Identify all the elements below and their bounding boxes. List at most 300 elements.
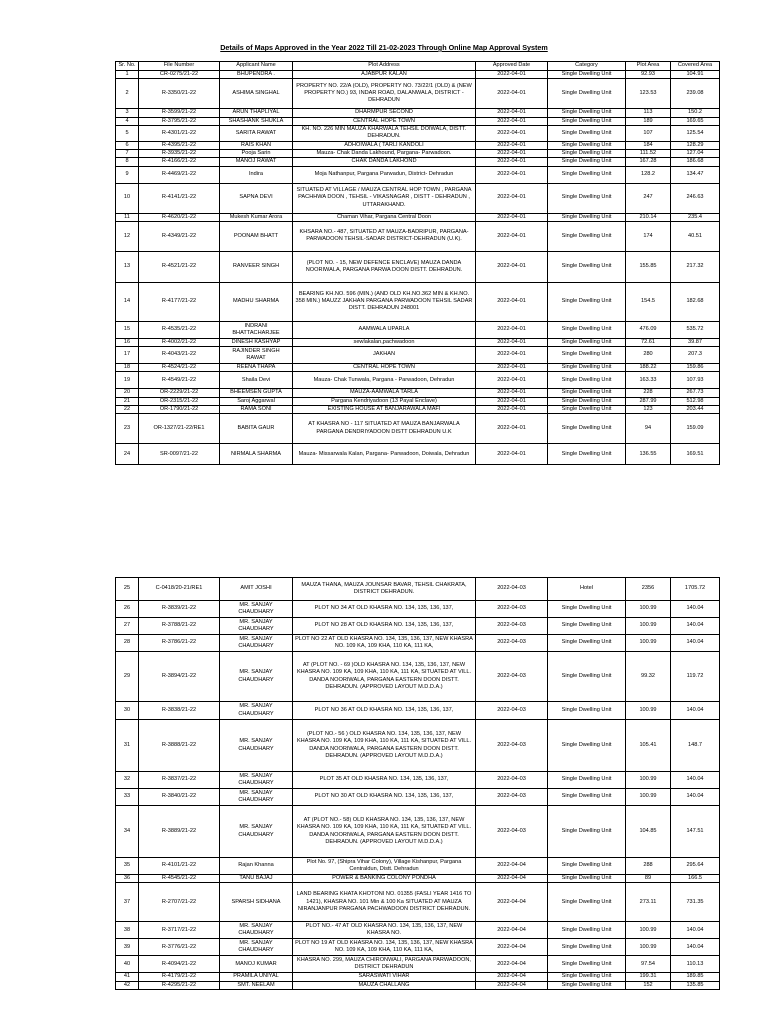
cell-plot-area: 210.14 xyxy=(626,213,671,221)
cell-category: Single Dwelling Unit xyxy=(548,141,626,149)
table-body-part-2 xyxy=(116,578,720,990)
cell-plot-address: ADHOIWALA ( TARLI KANDOLI xyxy=(293,141,476,149)
cell-plot-address: MAUZA-AAMWALA TARLA xyxy=(293,389,476,397)
cell-plot-address: PROPERTY NO. 22/A (OLD), PROPERTY NO. 73/22/1 (OLD) & (NEW PROPERTY NO.) 93, INDAR ROAD, DALANWALA, DISTRICT - DEHRADUN xyxy=(293,79,476,109)
cell-approved-date: 2022-04-01 xyxy=(476,321,548,338)
cell-approved-date: 2022-04-01 xyxy=(476,221,548,251)
table-row xyxy=(116,973,720,981)
cell-plot-area: 167.28 xyxy=(626,158,671,166)
cell-plot-area: 100.99 xyxy=(626,922,671,939)
cell-category: Single Dwelling Unit xyxy=(548,321,626,338)
cell-plot-address: Moja Nathanpur, Pargana Parwadun, District- Dehradun xyxy=(293,166,476,183)
cell-file-number: R-3888/21-22 xyxy=(139,720,220,772)
cell-approved-date: 2022-04-01 xyxy=(476,282,548,321)
table-row xyxy=(116,922,720,939)
cell-plot-address: AT (PLOT NO.- 58) OLD KHASRA NO. 134, 135, 136, 137, NEW KHASRA NO. 109 KA, 109 KHA, 110 KA, 111 KA, SITUATED AT VILL. DANDA NOORIWALA, PARGANA EASTERN DOON DISTT. DEHRADUN. (APPROVED LAYOUT M.D.D.A.) xyxy=(293,806,476,858)
cell-plot-address: KHSARA NO.- 487, SITUATED AT MAUZA-BADRIPUR, PARGANA-PARWADOON TEHSIL-SADAR DISTRICT-DEHRADUN (U.K). xyxy=(293,221,476,251)
cell-approved-date: 2022-04-01 xyxy=(476,117,548,125)
cell-plot-address: BEARING KH.NO. 596 (MIN.) (AND OLD KH.NO.362 MIN & KH.NO. 358 MIN.) MAUZZ JAKHAN PARGANA PARWADOON TEHSIL SADAR DISTT. DEHRADUN 248001 xyxy=(293,282,476,321)
cell-plot-area: 287.99 xyxy=(626,397,671,405)
cell-plot-address: PLOT NO 34 AT OLD KHASRA NO. 134, 135, 136, 137, xyxy=(293,601,476,618)
table-row xyxy=(116,720,720,772)
cell-category: Single Dwelling Unit xyxy=(548,702,626,720)
cell-category: Single Dwelling Unit xyxy=(548,414,626,444)
cell-category: Single Dwelling Unit xyxy=(548,444,626,465)
cell-category: Single Dwelling Unit xyxy=(548,158,626,166)
cell-covered-area: 40.51 xyxy=(671,221,720,251)
cell-applicant-name: MR. SANJAY CHAUDHARY xyxy=(220,635,293,652)
cell-sr-no: 7 xyxy=(116,150,139,158)
cell-category: Single Dwelling Unit xyxy=(548,772,626,789)
table-row xyxy=(116,389,720,397)
cell-sr-no: 10 xyxy=(116,183,139,213)
table-row xyxy=(116,364,720,372)
cell-covered-area: 127.04 xyxy=(671,150,720,158)
cell-approved-date: 2022-04-01 xyxy=(476,338,548,346)
cell-file-number: R-3889/21-22 xyxy=(139,806,220,858)
cell-file-number: R-4545/21-22 xyxy=(139,875,220,883)
cell-file-number: R-3839/21-22 xyxy=(139,601,220,618)
cell-sr-no: 34 xyxy=(116,806,139,858)
cell-sr-no: 29 xyxy=(116,652,139,702)
cell-plot-area: 2356 xyxy=(626,578,671,601)
cell-covered-area: 134.47 xyxy=(671,166,720,183)
cell-sr-no: 31 xyxy=(116,720,139,772)
cell-covered-area: 110.13 xyxy=(671,956,720,973)
cell-category: Single Dwelling Unit xyxy=(548,251,626,282)
cell-applicant-name: RAJINDER SINGH RAWAT xyxy=(220,347,293,364)
cell-file-number: R-4620/21-22 xyxy=(139,213,220,221)
cell-approved-date: 2022-04-04 xyxy=(476,858,548,875)
cell-file-number: R-4179/21-22 xyxy=(139,973,220,981)
cell-sr-no: 2 xyxy=(116,79,139,109)
table-row xyxy=(116,883,720,922)
cell-approved-date: 2022-04-01 xyxy=(476,141,548,149)
cell-sr-no: 33 xyxy=(116,789,139,806)
header-category: Category xyxy=(548,62,626,71)
cell-file-number: R-4535/21-22 xyxy=(139,321,220,338)
cell-sr-no: 32 xyxy=(116,772,139,789)
cell-plot-address: Pargana Kendriyadoon (13 Payal Enclave) xyxy=(293,397,476,405)
table-row xyxy=(116,117,720,125)
cell-category: Single Dwelling Unit xyxy=(548,858,626,875)
table-row xyxy=(116,79,720,109)
cell-covered-area: 125.54 xyxy=(671,125,720,141)
cell-sr-no: 26 xyxy=(116,601,139,618)
cell-sr-no: 12 xyxy=(116,221,139,251)
cell-plot-address: Mauza- Missarwala Kalan, Pargana- Parwadoon, Doiwala, Dehradun xyxy=(293,444,476,465)
cell-plot-area: 154.5 xyxy=(626,282,671,321)
cell-category: Single Dwelling Unit xyxy=(548,166,626,183)
cell-approved-date: 2022-04-01 xyxy=(476,444,548,465)
cell-category: Single Dwelling Unit xyxy=(548,372,626,389)
cell-category: Single Dwelling Unit xyxy=(548,806,626,858)
cell-approved-date: 2022-04-01 xyxy=(476,71,548,79)
cell-covered-area: 147.51 xyxy=(671,806,720,858)
cell-plot-area: 152 xyxy=(626,981,671,989)
cell-plot-area: 100.99 xyxy=(626,939,671,956)
cell-covered-area: 159.86 xyxy=(671,364,720,372)
cell-covered-area: 148.7 xyxy=(671,720,720,772)
cell-plot-area: 189 xyxy=(626,117,671,125)
table-row xyxy=(116,125,720,141)
cell-sr-no: 16 xyxy=(116,338,139,346)
table-row xyxy=(116,444,720,465)
cell-plot-address: SARASWATI VIHAR xyxy=(293,973,476,981)
cell-approved-date: 2022-04-04 xyxy=(476,981,548,989)
cell-applicant-name: MR. SANJAY CHAUDHARY xyxy=(220,652,293,702)
table-row xyxy=(116,806,720,858)
cell-plot-address: PLOT NO.- 47 AT OLD KHASRA NO. 134, 135, 136, 137, NEW KHASRA NO. xyxy=(293,922,476,939)
cell-plot-area: 72.61 xyxy=(626,338,671,346)
cell-category: Single Dwelling Unit xyxy=(548,618,626,635)
cell-applicant-name: MADHU SHARMA xyxy=(220,282,293,321)
cell-sr-no: 17 xyxy=(116,347,139,364)
cell-plot-area: 155.85 xyxy=(626,251,671,282)
table-row xyxy=(116,397,720,405)
cell-covered-area: 140.04 xyxy=(671,939,720,956)
cell-covered-area: 535.72 xyxy=(671,321,720,338)
cell-category: Single Dwelling Unit xyxy=(548,125,626,141)
table-row xyxy=(116,158,720,166)
cell-plot-address: KHASRA NO. 299, MAUZA CHIRONWALI, PARGANA PARWADOON, DISTRICT DEHRADUN xyxy=(293,956,476,973)
cell-file-number: R-3894/21-22 xyxy=(139,652,220,702)
cell-plot-address: POWER & BANKING COLONY PONDHA xyxy=(293,875,476,883)
cell-category: Single Dwelling Unit xyxy=(548,117,626,125)
cell-plot-area: 273.11 xyxy=(626,883,671,922)
cell-approved-date: 2022-04-01 xyxy=(476,213,548,221)
cell-covered-area: 140.04 xyxy=(671,618,720,635)
cell-category: Single Dwelling Unit xyxy=(548,79,626,109)
cell-plot-area: 128.2 xyxy=(626,166,671,183)
cell-category: Single Dwelling Unit xyxy=(548,71,626,79)
cell-category: Single Dwelling Unit xyxy=(548,405,626,413)
table-row xyxy=(116,772,720,789)
cell-approved-date: 2022-04-04 xyxy=(476,939,548,956)
cell-plot-area: 280 xyxy=(626,347,671,364)
table-row xyxy=(116,166,720,183)
cell-applicant-name: MR. SANJAY CHAUDHARY xyxy=(220,601,293,618)
cell-plot-area: 100.99 xyxy=(626,772,671,789)
header-plot-area: Plot Area xyxy=(626,62,671,71)
table-row xyxy=(116,251,720,282)
cell-sr-no: 41 xyxy=(116,973,139,981)
cell-category: Single Dwelling Unit xyxy=(548,981,626,989)
cell-sr-no: 6 xyxy=(116,141,139,149)
cell-plot-area: 228 xyxy=(626,389,671,397)
cell-file-number: R-4177/21-22 xyxy=(139,282,220,321)
cell-approved-date: 2022-04-01 xyxy=(476,150,548,158)
cell-sr-no: 42 xyxy=(116,981,139,989)
cell-approved-date: 2022-04-01 xyxy=(476,414,548,444)
cell-applicant-name: MR. SANJAY CHAUDHARY xyxy=(220,922,293,939)
cell-plot-address: PLOT 35 AT OLD KHASRA NO. 134, 135, 136, 137, xyxy=(293,772,476,789)
cell-plot-area: 184 xyxy=(626,141,671,149)
cell-covered-area: 235.4 xyxy=(671,213,720,221)
cell-approved-date: 2022-04-04 xyxy=(476,883,548,922)
cell-applicant-name: MR. SANJAY CHAUDHARY xyxy=(220,939,293,956)
cell-covered-area: 207.3 xyxy=(671,347,720,364)
cell-applicant-name: PRAMILA UNIYAL xyxy=(220,973,293,981)
cell-plot-address: MAUZA THANA, MAUZA JOUNSAR BAVAR, TEHSIL CHAKRATA, DISTRICT DEHRADUN. xyxy=(293,578,476,601)
cell-plot-address: LAND BEARING KHATA KHOTONI NO. 01355 (FASLI YEAR 1416 TO 1421), KHASRA NO. 101 Min & 100 Ka SITUATED AT MAUZA NIRANJANPUR PARGANA PACHWADOON DISTRICT DEHRADUN. xyxy=(293,883,476,922)
cell-covered-area: 39.87 xyxy=(671,338,720,346)
cell-covered-area: 189.85 xyxy=(671,973,720,981)
table-row xyxy=(116,858,720,875)
cell-sr-no: 22 xyxy=(116,405,139,413)
cell-applicant-name: MANOJ RAWAT xyxy=(220,158,293,166)
cell-file-number: SR-0097/21-22 xyxy=(139,444,220,465)
cell-approved-date: 2022-04-03 xyxy=(476,578,548,601)
header-approved-date: Approved Date xyxy=(476,62,548,71)
cell-approved-date: 2022-04-04 xyxy=(476,875,548,883)
cell-sr-no: 3 xyxy=(116,109,139,117)
table-row xyxy=(116,939,720,956)
cell-plot-address: AT (PLOT NO. - 69 )OLD KHASRA NO. 134, 135, 136, 137, NEW KHASRA NO. 109 KA, 109 KHA, 110 KA, 111 KA, SITUATED AT VILL. DANDA NOORIWALA, PARGANA EASTERN DOON DISTT. DEHRADUN. (APPROVED LAYOUT M.D.D.A.) xyxy=(293,652,476,702)
cell-file-number: R-3350/21-22 xyxy=(139,79,220,109)
cell-plot-area: 174 xyxy=(626,221,671,251)
cell-plot-address: JAKHAN xyxy=(293,347,476,364)
table-row xyxy=(116,578,720,601)
cell-plot-area: 136.55 xyxy=(626,444,671,465)
cell-file-number: R-3840/21-22 xyxy=(139,789,220,806)
cell-plot-address: SITUATED AT VILLAGE / MAUZA CENTRAL HOP TOWN , PARGANA PACHHWA DOON , TEHSIL - VIKASNAGAR , DISTT - DEHRADUN , UTTARAKHAND. xyxy=(293,183,476,213)
cell-approved-date: 2022-04-01 xyxy=(476,166,548,183)
cell-applicant-name: MR. SANJAY CHAUDHARY xyxy=(220,772,293,789)
cell-applicant-name: Shaila Devi xyxy=(220,372,293,389)
cell-file-number: R-3837/21-22 xyxy=(139,772,220,789)
cell-file-number: R-3788/21-22 xyxy=(139,618,220,635)
table-header-row xyxy=(116,62,720,71)
cell-plot-address: Plot No. 97, (Shipra Vihar Colony), Village Kishanpur, Pargana Centraldun, Distt. Dehradun xyxy=(293,858,476,875)
cell-file-number: R-3935/21-22 xyxy=(139,150,220,158)
cell-category: Single Dwelling Unit xyxy=(548,883,626,922)
cell-applicant-name: Indira xyxy=(220,166,293,183)
cell-plot-address: CENTRAL HOPE TOWN xyxy=(293,364,476,372)
cell-category: Single Dwelling Unit xyxy=(548,875,626,883)
cell-sr-no: 24 xyxy=(116,444,139,465)
table-row xyxy=(116,635,720,652)
cell-covered-area: 104.91 xyxy=(671,71,720,79)
cell-sr-no: 18 xyxy=(116,364,139,372)
cell-plot-address: (PLOT NO. - 15, NEW DEFENCE ENCLAVE) MAUZA DANDA NOORIWALA, PARGANA PARWA DOON DISTT. DEHRADUN. xyxy=(293,251,476,282)
table-row xyxy=(116,618,720,635)
table-row xyxy=(116,338,720,346)
cell-plot-area: 89 xyxy=(626,875,671,883)
cell-plot-area: 99.32 xyxy=(626,652,671,702)
cell-category: Single Dwelling Unit xyxy=(548,720,626,772)
cell-plot-address: DHARMPUR SECOND xyxy=(293,109,476,117)
cell-file-number: R-2707/21-22 xyxy=(139,883,220,922)
cell-applicant-name: MR. SANJAY CHAUDHARY xyxy=(220,702,293,720)
cell-file-number: R-3795/21-22 xyxy=(139,117,220,125)
cell-covered-area: 128.29 xyxy=(671,141,720,149)
cell-file-number: OR-1790/21-22 xyxy=(139,405,220,413)
cell-plot-area: 97.54 xyxy=(626,956,671,973)
cell-file-number: R-3776/21-22 xyxy=(139,939,220,956)
cell-file-number: R-4043/21-22 xyxy=(139,347,220,364)
cell-approved-date: 2022-04-01 xyxy=(476,364,548,372)
cell-covered-area: 217.32 xyxy=(671,251,720,282)
cell-covered-area: 295.64 xyxy=(671,858,720,875)
cell-approved-date: 2022-04-03 xyxy=(476,772,548,789)
cell-plot-address: CENTRAL HOPE TOWN xyxy=(293,117,476,125)
cell-plot-address: CHAK DANDA LAKHOND xyxy=(293,158,476,166)
cell-approved-date: 2022-04-01 xyxy=(476,389,548,397)
cell-approved-date: 2022-04-01 xyxy=(476,397,548,405)
cell-file-number: R-4094/21-22 xyxy=(139,956,220,973)
cell-sr-no: 13 xyxy=(116,251,139,282)
cell-sr-no: 11 xyxy=(116,213,139,221)
cell-applicant-name: SPARSH SIDHANA xyxy=(220,883,293,922)
cell-category: Single Dwelling Unit xyxy=(548,789,626,806)
cell-plot-area: 92.93 xyxy=(626,71,671,79)
cell-category: Single Dwelling Unit xyxy=(548,635,626,652)
cell-covered-area: 1705.72 xyxy=(671,578,720,601)
cell-applicant-name: MANOJ KUMAR xyxy=(220,956,293,973)
table-body-part-1 xyxy=(116,71,720,465)
cell-applicant-name: RAIS KHAN xyxy=(220,141,293,149)
cell-approved-date: 2022-04-01 xyxy=(476,79,548,109)
cell-file-number: R-4349/21-22 xyxy=(139,221,220,251)
cell-category: Single Dwelling Unit xyxy=(548,973,626,981)
cell-plot-address: AT KHASRA NO - 117 SITUATED AT MAUZA BANJARWALA PARGANA DENDRIYADOON DISTT DEHRADUN U.K xyxy=(293,414,476,444)
cell-sr-no: 15 xyxy=(116,321,139,338)
cell-covered-area: 135.85 xyxy=(671,981,720,989)
cell-approved-date: 2022-04-03 xyxy=(476,702,548,720)
cell-sr-no: 8 xyxy=(116,158,139,166)
cell-file-number: OR-2315/21-22 xyxy=(139,397,220,405)
cell-plot-address: Chaman Vihar, Pargana Central Doon xyxy=(293,213,476,221)
cell-plot-address: Mauza- Chak Tunwala, Pargana - Parwadoon, Dehradun xyxy=(293,372,476,389)
cell-sr-no: 38 xyxy=(116,922,139,939)
maps-table-part-2 xyxy=(115,577,720,990)
cell-plot-area: 163.33 xyxy=(626,372,671,389)
cell-file-number: R-3599/21-22 xyxy=(139,109,220,117)
cell-covered-area: 512.98 xyxy=(671,397,720,405)
cell-covered-area: 731.35 xyxy=(671,883,720,922)
cell-covered-area: 186.68 xyxy=(671,158,720,166)
cell-plot-address: Mauza- Chak Danda Lakhound, Pargana- Parwadoon. xyxy=(293,150,476,158)
cell-sr-no: 1 xyxy=(116,71,139,79)
cell-approved-date: 2022-04-01 xyxy=(476,183,548,213)
cell-plot-address: MAUZA CHALLANG xyxy=(293,981,476,989)
cell-plot-address: KH. NO. 226 MIN MAUZA KHARWALA TEHSIL DOIWALA, DISTT. DEHRADUN. xyxy=(293,125,476,141)
cell-plot-address: PLOT NO 22 AT OLD KHASRA NO. 134, 135, 136, 137, NEW KHASRA NO. 109 KA, 109 KHA, 110 KA, 111 KA, xyxy=(293,635,476,652)
table-row xyxy=(116,213,720,221)
cell-category: Single Dwelling Unit xyxy=(548,183,626,213)
cell-approved-date: 2022-04-04 xyxy=(476,973,548,981)
table-row xyxy=(116,221,720,251)
cell-sr-no: 30 xyxy=(116,702,139,720)
header-plot-address: Plot Address xyxy=(293,62,476,71)
cell-sr-no: 20 xyxy=(116,389,139,397)
table-row xyxy=(116,372,720,389)
cell-category: Single Dwelling Unit xyxy=(548,347,626,364)
cell-category: Single Dwelling Unit xyxy=(548,922,626,939)
table-row xyxy=(116,405,720,413)
cell-applicant-name: BHUPENDRA . xyxy=(220,71,293,79)
cell-applicant-name: NIRMALA SHARMA xyxy=(220,444,293,465)
cell-sr-no: 37 xyxy=(116,883,139,922)
cell-applicant-name: RANVEER SINGH xyxy=(220,251,293,282)
cell-covered-area: 239.08 xyxy=(671,79,720,109)
cell-approved-date: 2022-04-01 xyxy=(476,405,548,413)
cell-sr-no: 23 xyxy=(116,414,139,444)
table-row xyxy=(116,652,720,702)
cell-category: Single Dwelling Unit xyxy=(548,389,626,397)
cell-category: Single Dwelling Unit xyxy=(548,221,626,251)
cell-sr-no: 21 xyxy=(116,397,139,405)
cell-file-number: OR-1327/21-22/RE1 xyxy=(139,414,220,444)
table-row xyxy=(116,601,720,618)
cell-covered-area: 246.63 xyxy=(671,183,720,213)
header-applicant-name: Applicant Name xyxy=(220,62,293,71)
cell-file-number: R-4101/21-22 xyxy=(139,858,220,875)
cell-sr-no: 36 xyxy=(116,875,139,883)
cell-applicant-name: RAMA SONI xyxy=(220,405,293,413)
cell-covered-area: 169.65 xyxy=(671,117,720,125)
table-row xyxy=(116,347,720,364)
cell-applicant-name: ASHIMA SINGHAL xyxy=(220,79,293,109)
cell-plot-address: PLOT NO 36 AT OLD KHASRA NO. 134, 135, 136, 137, xyxy=(293,702,476,720)
cell-file-number: R-3717/21-22 xyxy=(139,922,220,939)
cell-sr-no: 5 xyxy=(116,125,139,141)
cell-category: Single Dwelling Unit xyxy=(548,652,626,702)
table-row xyxy=(116,109,720,117)
cell-file-number: OR-2229/21-22 xyxy=(139,389,220,397)
cell-file-number: R-3838/21-22 xyxy=(139,702,220,720)
cell-applicant-name: Mukesh Kumar Arora xyxy=(220,213,293,221)
cell-plot-address: EXISTING HOUSE AT BANJARAWALA MAFI xyxy=(293,405,476,413)
cell-approved-date: 2022-04-03 xyxy=(476,601,548,618)
cell-applicant-name: SARITA RAWAT xyxy=(220,125,293,141)
cell-plot-area: 111.52 xyxy=(626,150,671,158)
header-covered-area: Covered Area xyxy=(671,62,720,71)
cell-applicant-name: TANU BAJAJ xyxy=(220,875,293,883)
cell-covered-area: 119.72 xyxy=(671,652,720,702)
cell-category: Single Dwelling Unit xyxy=(548,213,626,221)
cell-approved-date: 2022-04-03 xyxy=(476,618,548,635)
cell-applicant-name: POONAM BHATT xyxy=(220,221,293,251)
cell-approved-date: 2022-04-03 xyxy=(476,789,548,806)
cell-category: Single Dwelling Unit xyxy=(548,150,626,158)
header-file-number: File Number xyxy=(139,62,220,71)
cell-plot-address: AAMWALA UPARLA xyxy=(293,321,476,338)
cell-file-number: R-4395/21-22 xyxy=(139,141,220,149)
table-row xyxy=(116,702,720,720)
cell-approved-date: 2022-04-04 xyxy=(476,922,548,939)
cell-plot-area: 94 xyxy=(626,414,671,444)
cell-approved-date: 2022-04-01 xyxy=(476,125,548,141)
cell-applicant-name: MR. SANJAY CHAUDHARY xyxy=(220,720,293,772)
cell-applicant-name: ARUN THAPLIYAL xyxy=(220,109,293,117)
table-row xyxy=(116,150,720,158)
cell-applicant-name: INDRANI BHATTACHARJEE xyxy=(220,321,293,338)
cell-sr-no: 40 xyxy=(116,956,139,973)
cell-covered-area: 107.93 xyxy=(671,372,720,389)
cell-applicant-name: Saroj Aggarwal xyxy=(220,397,293,405)
cell-category: Single Dwelling Unit xyxy=(548,338,626,346)
cell-sr-no: 14 xyxy=(116,282,139,321)
cell-category: Hotel xyxy=(548,578,626,601)
cell-approved-date: 2022-04-01 xyxy=(476,109,548,117)
cell-plot-area: 105.41 xyxy=(626,720,671,772)
table-row xyxy=(116,414,720,444)
cell-plot-address: PLOT NO 28 AT OLD KHASRA NO. 134, 135, 136, 137, xyxy=(293,618,476,635)
cell-plot-area: 113 xyxy=(626,109,671,117)
cell-sr-no: 25 xyxy=(116,578,139,601)
